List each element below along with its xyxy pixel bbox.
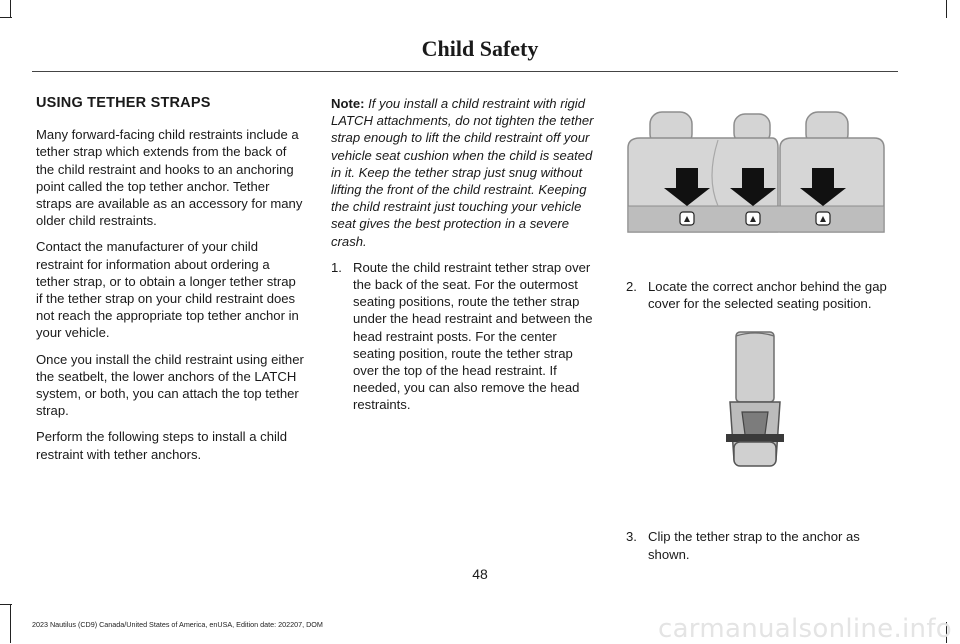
step-text: Locate the correct anchor behind the gap cover for the selected seating position.	[648, 279, 887, 312]
crop-mark-bottom-left-vertical	[10, 604, 11, 643]
step-2	[626, 278, 896, 312]
paragraph-perform-steps: Perform the following steps to install a child restraint with tether anchors.	[36, 429, 288, 462]
crop-mark-top-left-horizontal	[0, 17, 12, 18]
note-text: If you install a child restraint with rigid LATCH attachments, do not tighten the tether strap enough to lift the child restraint off your vehicle seat cushion when the child is seated in it. Keep the tether strap just snug without lifting the front of the child restraint. Keeping the child restraint just touching your vehicle seat gives the best protection in a severe crash.	[331, 96, 594, 249]
step-text: Clip the tether strap to the anchor as shown.	[648, 529, 860, 562]
step-number: 1.	[331, 259, 342, 275]
header-rule	[32, 71, 898, 72]
step-number: 2.	[626, 279, 637, 294]
page-title: Child Safety	[421, 36, 539, 61]
right-column	[626, 108, 896, 572]
paragraph-tether-intro: Many forward-facing child restraints include a tether strap which extends from the back of the child restraint and hooks to an anchoring point called the top tether anchor. Tether straps are available as an accessory for many older child restraints.	[36, 127, 303, 229]
crop-mark-top-left-vertical	[10, 0, 11, 18]
crop-mark-top-right-vertical	[946, 0, 947, 18]
step-1	[331, 259, 601, 414]
footer-edition-info: 2023 Nautilus (CD9) Canada/United States of America, enUSA, Edition date: 202207, DOM	[32, 620, 323, 629]
note	[331, 95, 601, 250]
tether-strap	[736, 332, 774, 402]
step-number: 3.	[626, 529, 637, 545]
page-number: 48	[472, 566, 488, 582]
section-heading: USING TETHER STRAPS	[36, 95, 211, 111]
step-3	[626, 528, 896, 562]
step-text: Route the child restraint tether strap over the back of the seat. For the outermost seating positions, route the tether strap under the head restraint and between the head restraint posts. For the center seating position, route the tether strap over the top of the head restraint. If needed, you can also remove the head restraints.	[353, 259, 593, 413]
paragraph-contact-manufacturer: Contact the manufacturer of your child restraint for information about ordering a tether strap, or to obtain a longer tether strap if the tether strap on your child restraint does not reach the appropriate top tether anchor in your vehicle.	[36, 239, 299, 341]
left-column	[36, 95, 304, 472]
paragraph-attach-tether: Once you install the child restraint using either the seatbelt, the lower anchors of the LATCH system, or both, you can attach the top tether strap.	[36, 351, 304, 419]
rear-seat-tether-anchors-illustration	[626, 108, 888, 248]
anchor-bar	[726, 434, 784, 442]
crop-mark-bottom-left-horizontal	[0, 604, 12, 605]
note-label: Note:	[331, 96, 365, 111]
tether-clip-illustration	[626, 330, 888, 480]
watermark: carmanualsonline.info	[657, 614, 952, 644]
middle-column	[331, 95, 601, 423]
